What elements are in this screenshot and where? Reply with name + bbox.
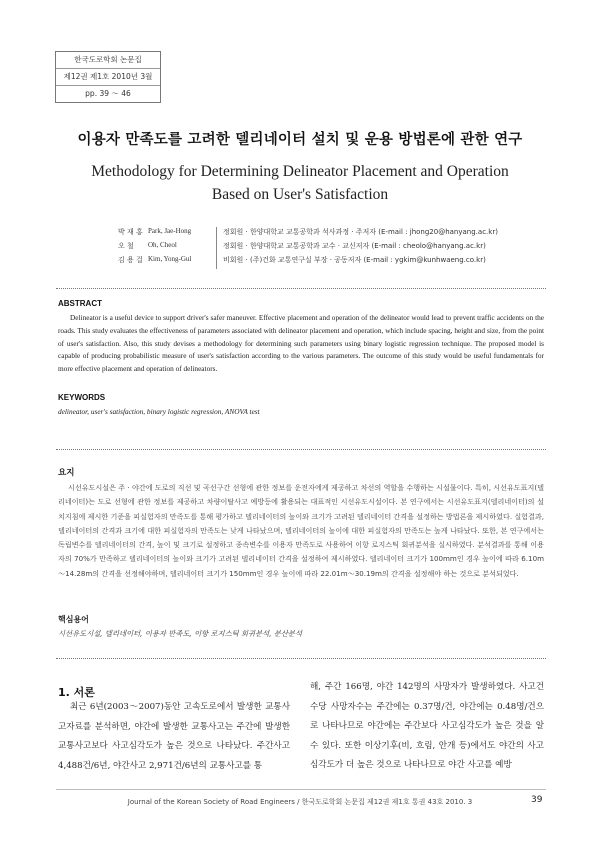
author-name-ko: 박 재 홍 <box>118 228 143 236</box>
author-name-en: Park, Jae-Hong <box>148 227 192 235</box>
footer-text: Journal of the Korean Society of Road Engineers / 한국도로학회 논문집 제12권 제1호 통권 43호 2010. 3 <box>127 798 473 806</box>
author-name-ko: 오 철 <box>118 242 134 250</box>
author-affiliation: 정회원 · 한양대학교 교통공학과 교수 · 교신저자 (E-mail : cheolo@hanyang.ac.kr) <box>216 241 486 255</box>
journal-volume: 제12권 제1호 2010년 3월 <box>56 69 160 86</box>
author-name-en: Oh, Cheol <box>148 241 177 249</box>
divider <box>56 449 546 450</box>
title-english-line2: Based on User's Satisfaction <box>211 186 389 203</box>
journal-name: 한국도로학회 논문집 <box>56 52 160 69</box>
divider <box>56 658 546 659</box>
keywords-ko-body: 시선유도시설, 델리네이터, 이용자 만족도, 이항 로지스틱 회귀분석, 분산분석 <box>58 629 303 638</box>
title-korean: 이용자 만족도를 고려한 델리네이터 설치 및 운용 방법론에 관한 연구 <box>77 132 523 148</box>
author-affiliation: 정회원 · 한양대학교 교통공학과 석사과정 · 주저자 (E-mail : jhong20@hanyang.ac.kr) <box>216 227 498 241</box>
intro-heading: 1. 서론 <box>58 686 95 699</box>
keywords-body: delineator, user's satisfaction, binary logistic regression, ANOVA test <box>58 407 260 416</box>
author-name-ko: 김 용 걸 <box>118 256 143 264</box>
yoji-heading: 요지 <box>58 468 75 478</box>
intro-right-column: 해, 주간 166명, 야간 142명의 사망자가 발생하였다. 사고건수당 사망자수는 주간에는 0.37명/건, 야간에는 0.48명/건으로 나타나므로 야간에는 주간보다 사고심각도가 높은 것을 알 수 있다. 또한 이상기후(비, 흐림, 안개 등)에서도 야간의 사고심각도가 더 높은 것으로 나타나므로 야간 사고를 예방 <box>310 682 544 771</box>
title-english-line1: Methodology for Determining Delineator Placement and Operation <box>91 163 509 180</box>
journal-pages: pp. 39 ～ 46 <box>85 89 131 98</box>
author-name-en: Kim, Yong-Gul <box>148 255 192 263</box>
page-number: 39 <box>531 795 543 805</box>
keywords-heading: KEYWORDS <box>58 393 106 402</box>
keywords-ko-heading: 핵심용어 <box>58 615 89 624</box>
footer-rule <box>56 789 546 790</box>
yoji-body: 시선유도시설은 주 · 야간에 도로의 직선 및 곡선구간 선형에 관한 정보를 운전자에게 제공하고 차선의 역할을 수행하는 시설물이다. 특히, 시선유도표지(델리네이터)는 도로 선형에 관한 정보를 제공하고 차량이탈사고 예방등에 활용되는 대표적인 시선유도시설이다. 본 연구에서는 시선유도표지(델리네이터)의 설치지침에 제시한 기준을 피실험자의 만족도를 통해 평가하고 델리네이터의 높이와 크기가 고려된 델리네이터 간격을 설정하는 방법론을 제시하였다. 실험결과, 델리네이터의 간격과 크기에 대한 피실험자의 만족도는 낮게 나타났으며, 델리네이터의 높이에 대한 피실험자의 만족도는 높게 나타났다. 또한, 본 연구에서는 독립변수를 델리네이터의 간격, 높이 및 크기로 설정하고 종속변수를 이용자 만족도로 사용하여 이항 로지스틱 회귀분석을 실시하였다. 분석결과를 통해 이용자의 70%가 만족하고 델리네이터의 높이와 크기가 고려된 델리네이터 간격을 설정하여 제시하였다. 델리네이터 크기가 100mm인 경우 높이에 따라 6.10m～14.28m의 간격을 선정해야하며, 델리네이터 크기가 150mm인 경우 높이에 따라 22.01m～30.19m의 간격을 설정해야 하는 것으로 분석되었다. <box>58 483 544 578</box>
abstract-body: Delineator is a useful device to support driver's safer maneuver. Effective placement and operation of the delineator would lead to prevent traffic accidents on the roads. This study evaluates the effectiveness of parameters associated with delineator placement and operation, which include spacing, height and size, from the point of user's satisfaction. Also, this study devises a methodology for determining such parameters using binary logistic regression technique. The proposed model is capable of producing probabilistic measure of user's satisfaction according to the various parameters. The outcome of this study would be useful fundamentals for more effective placement and operation of delineators. <box>58 313 544 374</box>
intro-left-column: 최근 6년(2003～2007)동안 고속도로에서 발생한 교통사고자료를 분석하면, 야간에 발생한 교통사고는 주간에 발생한 교통사고보다 사고심각도가 높은 것으로 나타났다. 주간사고 4,488건/6년, 야간사고 2,971건/6년의 교통사고를 통 <box>58 702 290 771</box>
divider <box>56 288 546 289</box>
abstract-heading: ABSTRACT <box>58 299 102 308</box>
author-affiliation: 비회원 · (주)건화 교통연구실 부장 · 공동저자 (E-mail : ygkim@kunhwaeng.co.kr) <box>216 255 486 269</box>
journal-info-box <box>55 51 161 103</box>
